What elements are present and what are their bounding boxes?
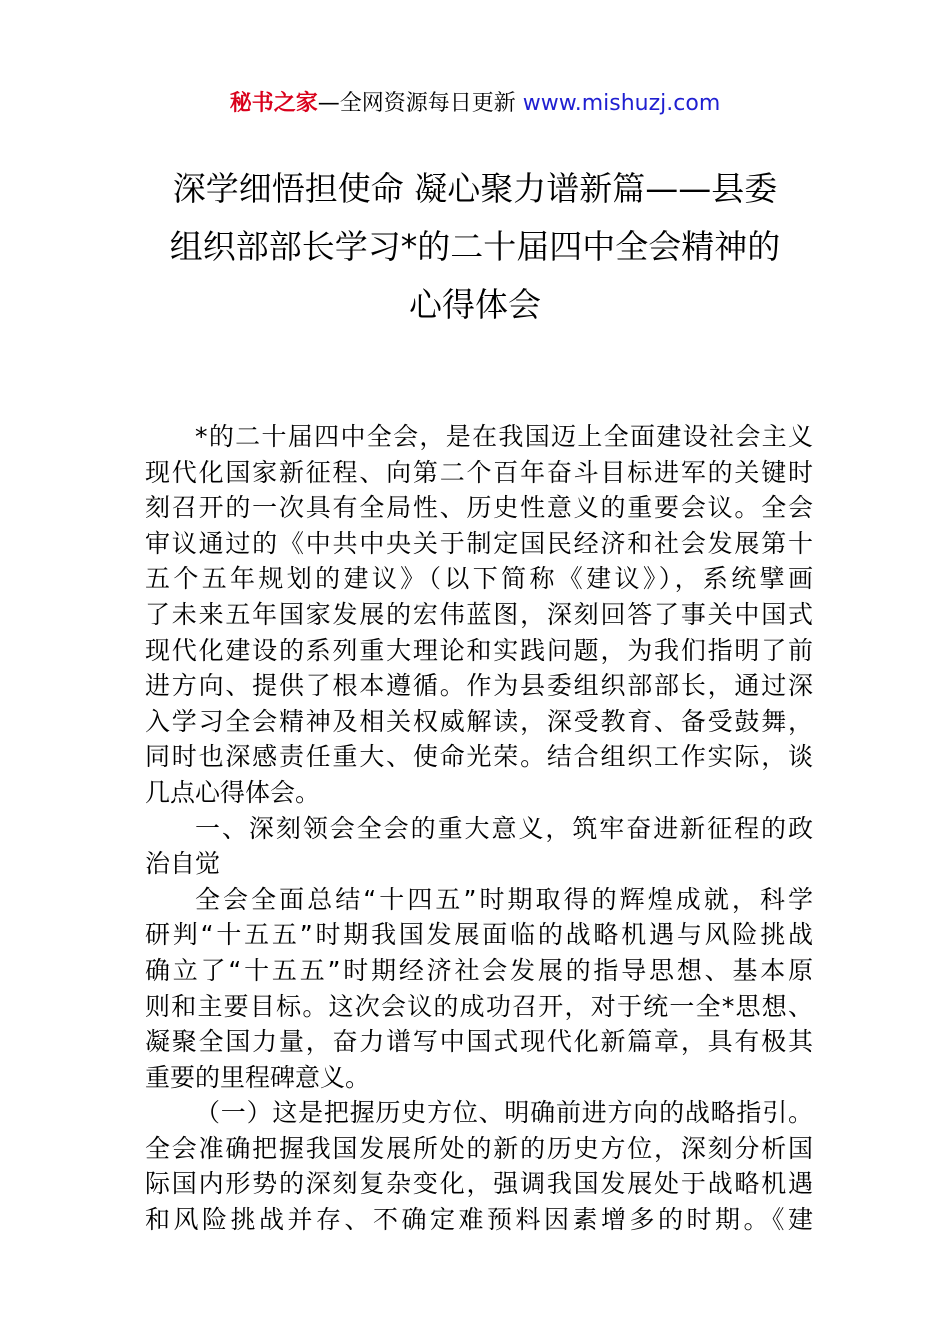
body-line: 进方向、提供了根本遵循。作为县委组织部部长，通过深 — [145, 671, 813, 701]
title-line: 心得体会 — [409, 285, 541, 324]
body-line: 刻召开的一次具有全局性、历史性意义的重要会议。全会 — [145, 493, 813, 523]
site-brand: 秘书之家 — [229, 91, 318, 116]
site-tagline: —全网资源每日更新 — [317, 91, 516, 116]
document-title — [120, 160, 830, 334]
body-line: 现代化建设的系列重大理论和实践问题，为我们指明了前 — [145, 635, 813, 665]
body-line: 几点心得体会。 — [145, 777, 321, 807]
body-line: 入学习全会精神及相关权威解读，深受教育、备受鼓舞， — [145, 706, 813, 736]
body-line: 同时也深感责任重大、使命光荣。结合组织工作实际，谈 — [145, 742, 813, 772]
site-header — [0, 86, 950, 122]
body-line: 全会准确把握我国发展所处的新的历史方位，深刻分析国 — [145, 1133, 813, 1163]
section-heading: 一、深刻领会全会的重大意义，筑牢奋进新征程的政 — [195, 813, 813, 843]
body-line: 和风险挑战并存、不确定难预料因素增多的时期。《建 — [145, 1205, 813, 1235]
body-line: 研判“十五五”时期我国发展面临的战略机遇与风险挑战 — [145, 920, 813, 950]
body-line: 则和主要目标。这次会议的成功召开，对于统一全*思想、 — [145, 991, 813, 1021]
title-line: 深学细悟担使命 凝心聚力谱新篇——县委 — [172, 169, 778, 208]
body-line: 确立了“十五五”时期经济社会发展的指导思想、基本原 — [145, 955, 813, 985]
subsection-heading: （一）这是把握历史方位、明确前进方向的战略指引。 — [195, 1098, 813, 1128]
body-line: 重要的里程碑意义。 — [145, 1062, 371, 1092]
body-line: 五个五年规划的建议》（以下简称《建议》），系统擘画 — [145, 564, 813, 594]
section-heading: 治自觉 — [145, 849, 221, 879]
body-line: 现代化国家新征程、向第二个百年奋斗目标进军的关键时 — [145, 457, 813, 487]
body-line: 全会全面总结“十四五”时期取得的辉煌成就，科学 — [195, 884, 813, 914]
body-line: 了未来五年国家发展的宏伟蓝图，深刻回答了事关中国式 — [145, 599, 813, 629]
body-line: 凝聚全国力量，奋力谱写中国式现代化新篇章，具有极其 — [145, 1027, 813, 1057]
body-line: 审议通过的《中共中央关于制定国民经济和社会发展第十 — [145, 528, 813, 558]
site-url-link[interactable]: www.mishuzj.com — [522, 91, 721, 116]
title-line: 组织部部长学习*的二十届四中全会精神的 — [169, 227, 781, 266]
body-line: 际国内形势的深刻复杂变化，强调我国发展处于战略机遇 — [145, 1169, 813, 1199]
document-body — [145, 419, 813, 1238]
body-line: *的二十届四中全会，是在我国迈上全面建设社会主义 — [195, 422, 813, 451]
